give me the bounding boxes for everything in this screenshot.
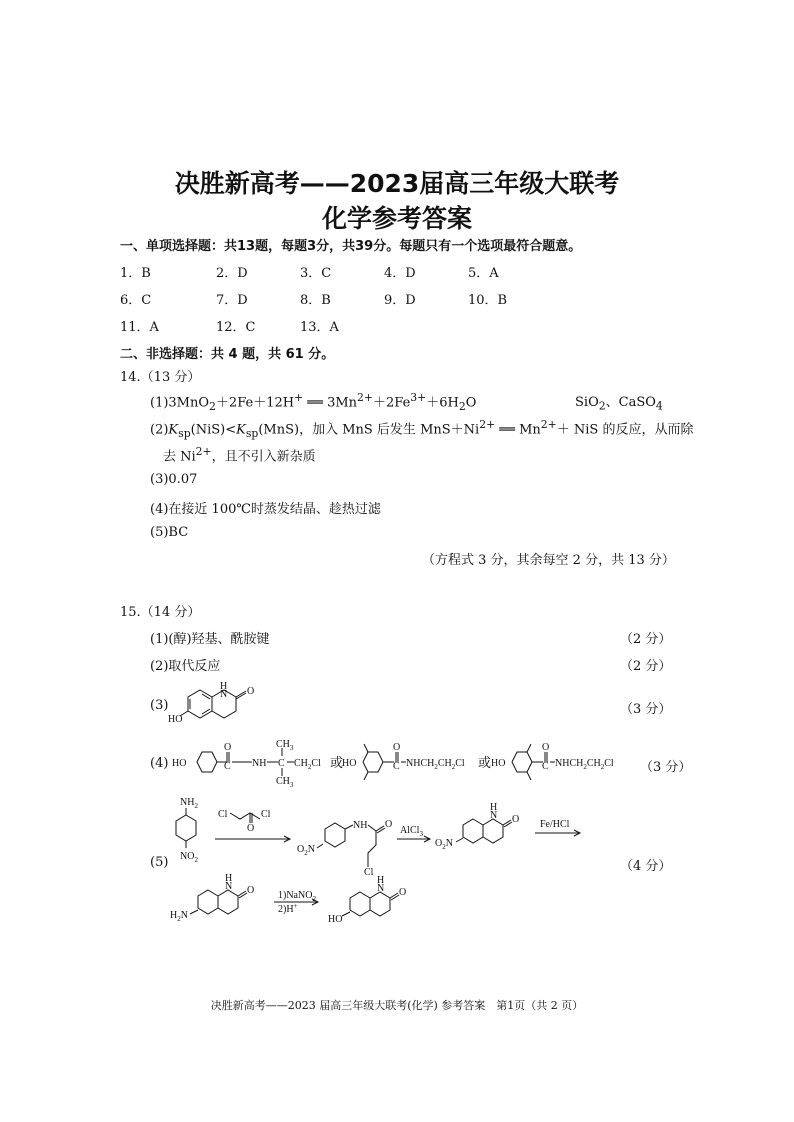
svg-text:C: C [224,761,231,772]
page-footer: 决胜新高考——2023 届高三年级大联考(化学) 参考答案 第1页（共 2 页） [210,999,584,1012]
svg-text:O: O [393,742,401,753]
page-title: 决胜新高考——2023届高三年级大联考 [174,169,620,198]
svg-text:HO: HO [168,714,183,725]
svg-text:CH3: $CH_3$ [276,739,294,752]
svg-text:C: C [542,761,549,772]
section1-heading: 一、单项选择题：共13题，每题3分，共39分。每题只有一个选项最符合题意。 [120,239,582,254]
svg-text:O: O [512,814,520,825]
answer-item: 1．B [120,266,151,281]
svg-text:N: N [377,883,385,894]
page-subtitle: 化学参考答案 [321,204,472,233]
answer-item: 7．D [216,293,248,308]
q14-part5: (5)BC [150,525,189,540]
svg-text:NHCH2CH2Cl: $NHCH_2CH_2Cl$ [406,758,465,771]
svg-text:O2N: $O_2N$ [435,838,453,851]
svg-text:O: O [247,823,255,834]
svg-text:NH: NH [252,758,267,769]
q15-part4-structures [172,738,642,788]
q14-part4: (4)在接近 100℃时蒸发结晶、趁热过滤 [150,502,381,517]
svg-text:NHCH2CH2Cl: $NHCH_2CH_2Cl$ [555,758,614,771]
svg-text:H2N: $H_2N$ [170,910,188,923]
q15-part2-score: （2 分） [620,659,672,674]
q15-part5-route-row2 [170,873,490,930]
q15-part5: (5) [150,855,169,870]
svg-text:或: 或 [478,755,492,770]
q15-header: 15.（14 分） [120,605,201,620]
q15-part4-score: （3 分） [640,760,692,775]
svg-text:NO2: $NO_2$ [180,851,198,864]
answer-item: 4．D [384,266,416,281]
svg-text:O: O [385,819,393,830]
svg-text:NH2: $NH_2$ [180,797,198,810]
section2-heading: 二、非选择题：共 4 题，共 61 分。 [120,347,335,362]
svg-text:O: O [224,742,232,753]
svg-text:H: H [490,802,498,813]
svg-text:HO: HO [172,758,187,769]
answer-item: 13．A [300,320,339,335]
q15-part5-score: （4 分） [620,859,672,874]
svg-text:Fe/HCl: Fe/HCl [540,819,570,830]
svg-text:O: O [247,686,255,697]
q15-part3: (3) [150,698,169,713]
q15-part3-score: （3 分） [620,702,672,717]
q14-header: 14.（13 分） [120,370,201,385]
svg-text:H: H [220,681,228,692]
q14-part2-line1: $(2)K_{sp}(NiS)<K_{sp}(MnS)$，加入 MnS 后发生 $MnS+Ni^{2+}$ ══ $Mn^{2+}+$ NiS 的反应，从而除 [150,418,694,440]
answer-item: 12．C [216,320,256,335]
svg-text:O: O [542,742,550,753]
q15-part1: (1)(醇)羟基、酰胺键 [150,632,270,647]
svg-text:N: N [220,689,228,700]
svg-text:Cl: Cl [218,809,228,820]
svg-text:1)NaNO2: 1)NaNO$_2$ [278,890,316,903]
answer-item: 2．D [216,266,248,281]
q15-part5-route-row1 [160,795,600,878]
q14-part2-line2: 去 $Ni^{2+}$，且不引入新杂质 [163,445,316,465]
svg-text:Cl: Cl [364,867,374,878]
svg-text:HO: HO [342,758,357,769]
svg-text:CH3: $CH_3$ [276,776,294,789]
svg-text:2)H+: 2)H+ [278,902,298,915]
q15-part4: (4) [150,756,169,771]
q14-part1-residue: SiO$_2$、CaSO$_4$ [575,395,663,413]
svg-text:HO: HO [491,758,506,769]
svg-text:或: 或 [330,755,344,770]
svg-text:Cl: Cl [261,809,271,820]
svg-text:O: O [399,887,407,898]
answer-item: 5．A [468,266,499,281]
q14-scoring-note: （方程式 3 分，其余每空 2 分，共 13 分） [422,553,675,568]
answer-item: 8．B [300,293,331,308]
answer-item: 11．A [120,320,159,335]
answer-item: 3．C [300,266,332,281]
svg-text:C: C [393,761,400,772]
q15-part3-structure [170,680,280,730]
q15-part1-score: （2 分） [620,632,672,647]
answer-item: 9．D [384,293,416,308]
svg-text:N: N [490,810,498,821]
svg-text:AlCl3: AlCl$_3$ [400,825,423,838]
svg-text:O2N: $O_2N$ [297,844,315,857]
answer-item: 10．B [468,293,508,308]
svg-text:H: H [225,873,233,884]
q14-part3: (3)0.07 [150,472,198,487]
answer-item: 6．C [120,293,152,308]
svg-text:HO: HO [328,914,343,925]
svg-text:H: H [377,875,385,886]
svg-text:O: O [247,885,255,896]
svg-text:CH2Cl: $CH_2Cl$ [294,758,321,771]
svg-text:N: N [225,881,233,892]
svg-text:NH: NH [353,820,368,831]
q14-part1-equation: (1)3MnO$_2$＋2Fe＋12H+ ══ $3Mn^{2+}+2Fe^{3+}+6H_2O$ [150,391,477,413]
svg-text:C: C [278,758,285,769]
q15-part2: (2)取代反应 [150,659,221,674]
